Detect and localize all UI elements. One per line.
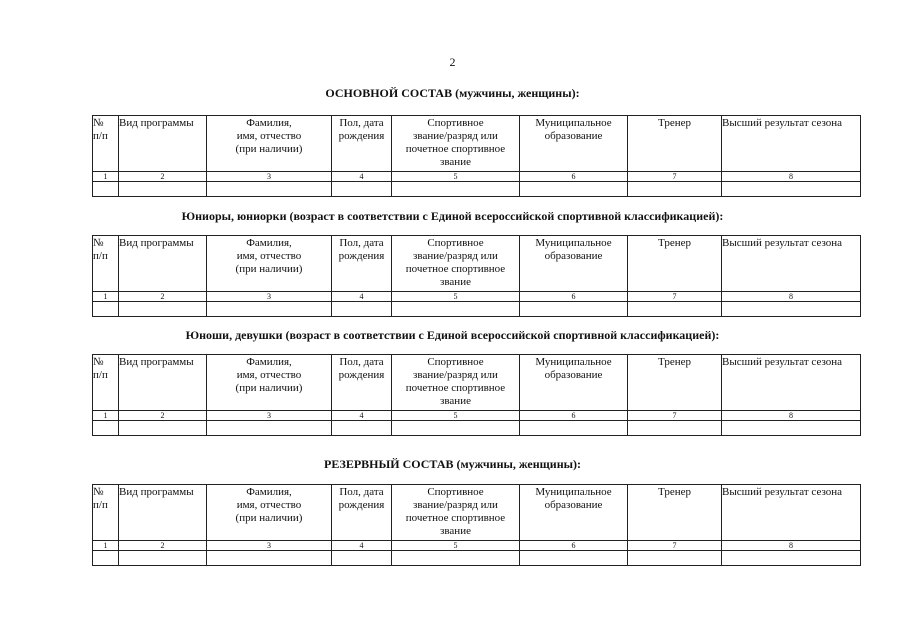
table-cell [332, 421, 392, 436]
column-number-row [93, 172, 861, 182]
column-header: Тренер [628, 236, 722, 292]
participants-table [92, 484, 861, 566]
table-cell [392, 421, 520, 436]
table-cell [520, 551, 628, 566]
table-cell [119, 551, 207, 566]
column-number: 8 [722, 172, 861, 182]
column-header: Муниципальное образование [520, 355, 628, 411]
column-header: Муниципальное образование [520, 485, 628, 541]
column-number: 2 [119, 411, 207, 421]
column-header: Высший результат сезона [722, 485, 861, 541]
column-number: 7 [628, 541, 722, 551]
table-cell [119, 302, 207, 317]
column-number: 5 [392, 172, 520, 182]
column-number: 2 [119, 541, 207, 551]
table-header-row [93, 485, 861, 541]
column-number: 8 [722, 411, 861, 421]
table-cell [628, 421, 722, 436]
column-header: Муниципальное образование [520, 236, 628, 292]
column-number: 3 [207, 172, 332, 182]
column-number-row [93, 541, 861, 551]
table-row [93, 302, 861, 317]
column-number: 5 [392, 292, 520, 302]
column-header: Фамилия, имя, отчество (при наличии) [207, 236, 332, 292]
section-heading: РЕЗЕРВНЫЙ СОСТАВ (мужчины, женщины): [324, 457, 581, 471]
column-header: Спортивное звание/разряд или почетное спортивное звание [392, 355, 520, 411]
column-number: 7 [628, 292, 722, 302]
column-header: Тренер [628, 355, 722, 411]
column-number: 6 [520, 292, 628, 302]
table-cell [722, 551, 861, 566]
column-header: Муниципальное образование [520, 116, 628, 172]
table-header-row [93, 236, 861, 292]
column-header: Пол, дата рождения [332, 236, 392, 292]
column-header: Пол, дата рождения [332, 485, 392, 541]
section-heading: Юноши, девушки (возраст в соответствии с Единой всероссийской спортивной классификацией): [185, 328, 720, 342]
table-cell [722, 182, 861, 197]
table-cell [332, 551, 392, 566]
column-header: Высший результат сезона [722, 355, 861, 411]
participants-table [92, 115, 861, 197]
table-cell [520, 182, 628, 197]
column-number: 6 [520, 172, 628, 182]
column-header: Тренер [628, 485, 722, 541]
page-number: 2 [449, 55, 456, 69]
section-heading: Юниоры, юниорки (возраст в соответствии с Единой всероссийской спортивной классификацией): [181, 209, 724, 223]
column-header: Пол, дата рождения [332, 116, 392, 172]
column-number: 6 [520, 411, 628, 421]
column-number: 3 [207, 541, 332, 551]
section-heading: ОСНОВНОЙ СОСТАВ (мужчины, женщины): [325, 86, 580, 100]
table-header-row [93, 116, 861, 172]
table-cell [392, 302, 520, 317]
table-cell [392, 551, 520, 566]
table-cell [628, 551, 722, 566]
table-cell [93, 551, 119, 566]
column-header: Пол, дата рождения [332, 355, 392, 411]
column-number: 7 [628, 411, 722, 421]
column-number: 2 [119, 172, 207, 182]
table-row [93, 421, 861, 436]
column-number: 6 [520, 541, 628, 551]
column-number: 3 [207, 292, 332, 302]
column-header: Высший результат сезона [722, 116, 861, 172]
table-cell [119, 182, 207, 197]
table-cell [722, 302, 861, 317]
participants-table [92, 354, 861, 436]
column-number: 4 [332, 172, 392, 182]
table-cell [628, 182, 722, 197]
column-number-row [93, 411, 861, 421]
participants-table [92, 235, 861, 317]
column-header: Фамилия, имя, отчество (при наличии) [207, 485, 332, 541]
table-row [93, 182, 861, 197]
table-cell [93, 302, 119, 317]
column-header: Вид программы [119, 116, 207, 172]
table-cell [207, 182, 332, 197]
column-header: Вид программы [119, 485, 207, 541]
table-cell [93, 182, 119, 197]
table-row [93, 551, 861, 566]
column-number: 4 [332, 292, 392, 302]
column-number: 4 [332, 411, 392, 421]
column-header: Высший результат сезона [722, 236, 861, 292]
table-cell [722, 421, 861, 436]
table-cell [207, 421, 332, 436]
column-header: Спортивное звание/разряд или почетное спортивное звание [392, 116, 520, 172]
column-number: 8 [722, 292, 861, 302]
column-header: Вид программы [119, 355, 207, 411]
column-number: 1 [93, 172, 119, 182]
column-header: № п/п [93, 236, 119, 292]
table-cell [207, 551, 332, 566]
column-number: 1 [93, 411, 119, 421]
column-number: 5 [392, 541, 520, 551]
column-header: Тренер [628, 116, 722, 172]
column-number-row [93, 292, 861, 302]
table-cell [520, 302, 628, 317]
column-number: 1 [93, 292, 119, 302]
column-header: Вид программы [119, 236, 207, 292]
column-header: Спортивное звание/разряд или почетное спортивное звание [392, 485, 520, 541]
table-cell [332, 302, 392, 317]
column-number: 4 [332, 541, 392, 551]
table-cell [207, 302, 332, 317]
table-cell [93, 421, 119, 436]
column-number: 5 [392, 411, 520, 421]
column-header: № п/п [93, 355, 119, 411]
table-cell [520, 421, 628, 436]
column-number: 1 [93, 541, 119, 551]
column-header: № п/п [93, 116, 119, 172]
column-number: 7 [628, 172, 722, 182]
table-cell [628, 302, 722, 317]
column-header: Фамилия, имя, отчество (при наличии) [207, 116, 332, 172]
column-header: Фамилия, имя, отчество (при наличии) [207, 355, 332, 411]
table-cell [332, 182, 392, 197]
table-cell [392, 182, 520, 197]
column-number: 3 [207, 411, 332, 421]
column-header: Спортивное звание/разряд или почетное спортивное звание [392, 236, 520, 292]
column-number: 8 [722, 541, 861, 551]
column-header: № п/п [93, 485, 119, 541]
table-cell [119, 421, 207, 436]
column-number: 2 [119, 292, 207, 302]
table-header-row [93, 355, 861, 411]
